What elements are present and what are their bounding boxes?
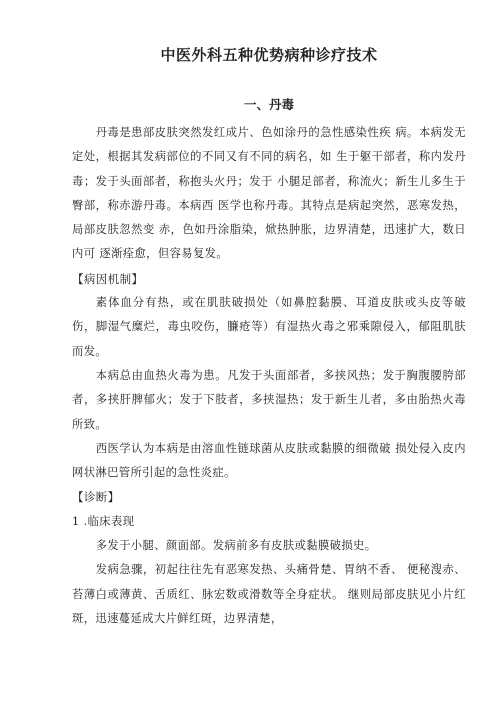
- section-title-erysipelas: 一、丹毒: [243, 97, 294, 112]
- heading-etiology: 【病因机制】: [72, 271, 144, 286]
- heading-clinical-manifestation: 1 .临床表现: [72, 514, 135, 528]
- paragraph-clinical-1: 多发于小腿、颜面部。发病前多有皮肤或黏膜破损史。: [95, 539, 377, 553]
- document-title: 中医外科五种优势病种诊疗技术: [160, 46, 378, 64]
- paragraph-etiology-1: 素体血分有热，或在肌肤破损处（如鼻腔黏膜、耳道皮肤或头皮等破伤，脚湿气糜烂，毒虫咬伤，臁疮等）有湿热火毒之邪乘隙侵入，郁阻肌肤而发。: [72, 296, 466, 358]
- paragraph-clinical-2: 发病急骤，初起往往先有恶寒发热、头痛骨楚、胃纳不香、 便秘溲赤、苔薄白或薄黄、舌质红、脉宏数或滑数等全身症状。 继则局部皮肤见小片红斑，迅速蔓延成大片鲜红斑，边界清楚，: [72, 563, 466, 625]
- heading-diagnosis: 【诊断】: [72, 490, 120, 505]
- paragraph-western-view: 西医学认为本病是由溶血性链球菌从皮肤或黏膜的细微破 损处侵入皮内网状淋巴管所引起的急性炎症。: [72, 441, 466, 480]
- paragraph-etiology-2: 本病总由血热火毒为患。凡发于头面部者，多挟风热；发于胸腹腰胯部者，多挟肝脾郁火；发于下肢者，多挟湿热；发于新生儿者，多由胎热火毒所致。: [72, 368, 466, 431]
- paragraph-definition: 丹毒是患部皮肤突然发红成片、色如涂丹的急性感染性疾 病。本病发无定处，根据其发病部位的不同又有不同的病名，如 生于躯干部者，称内发丹毒；发于头面部者，称抱头火丹；发于 小腿足部者，称流火；新生儿多生于臀部，称赤游丹毒。本病西 医学也称丹毒。其特点是病起突然，恶寒发热，局部皮肤忽然变 赤，色如丹涂脂染，焮热肿胀，边界清楚，迅速扩大，数日内可 逐渐痊愈，但容易复发。: [72, 126, 466, 261]
